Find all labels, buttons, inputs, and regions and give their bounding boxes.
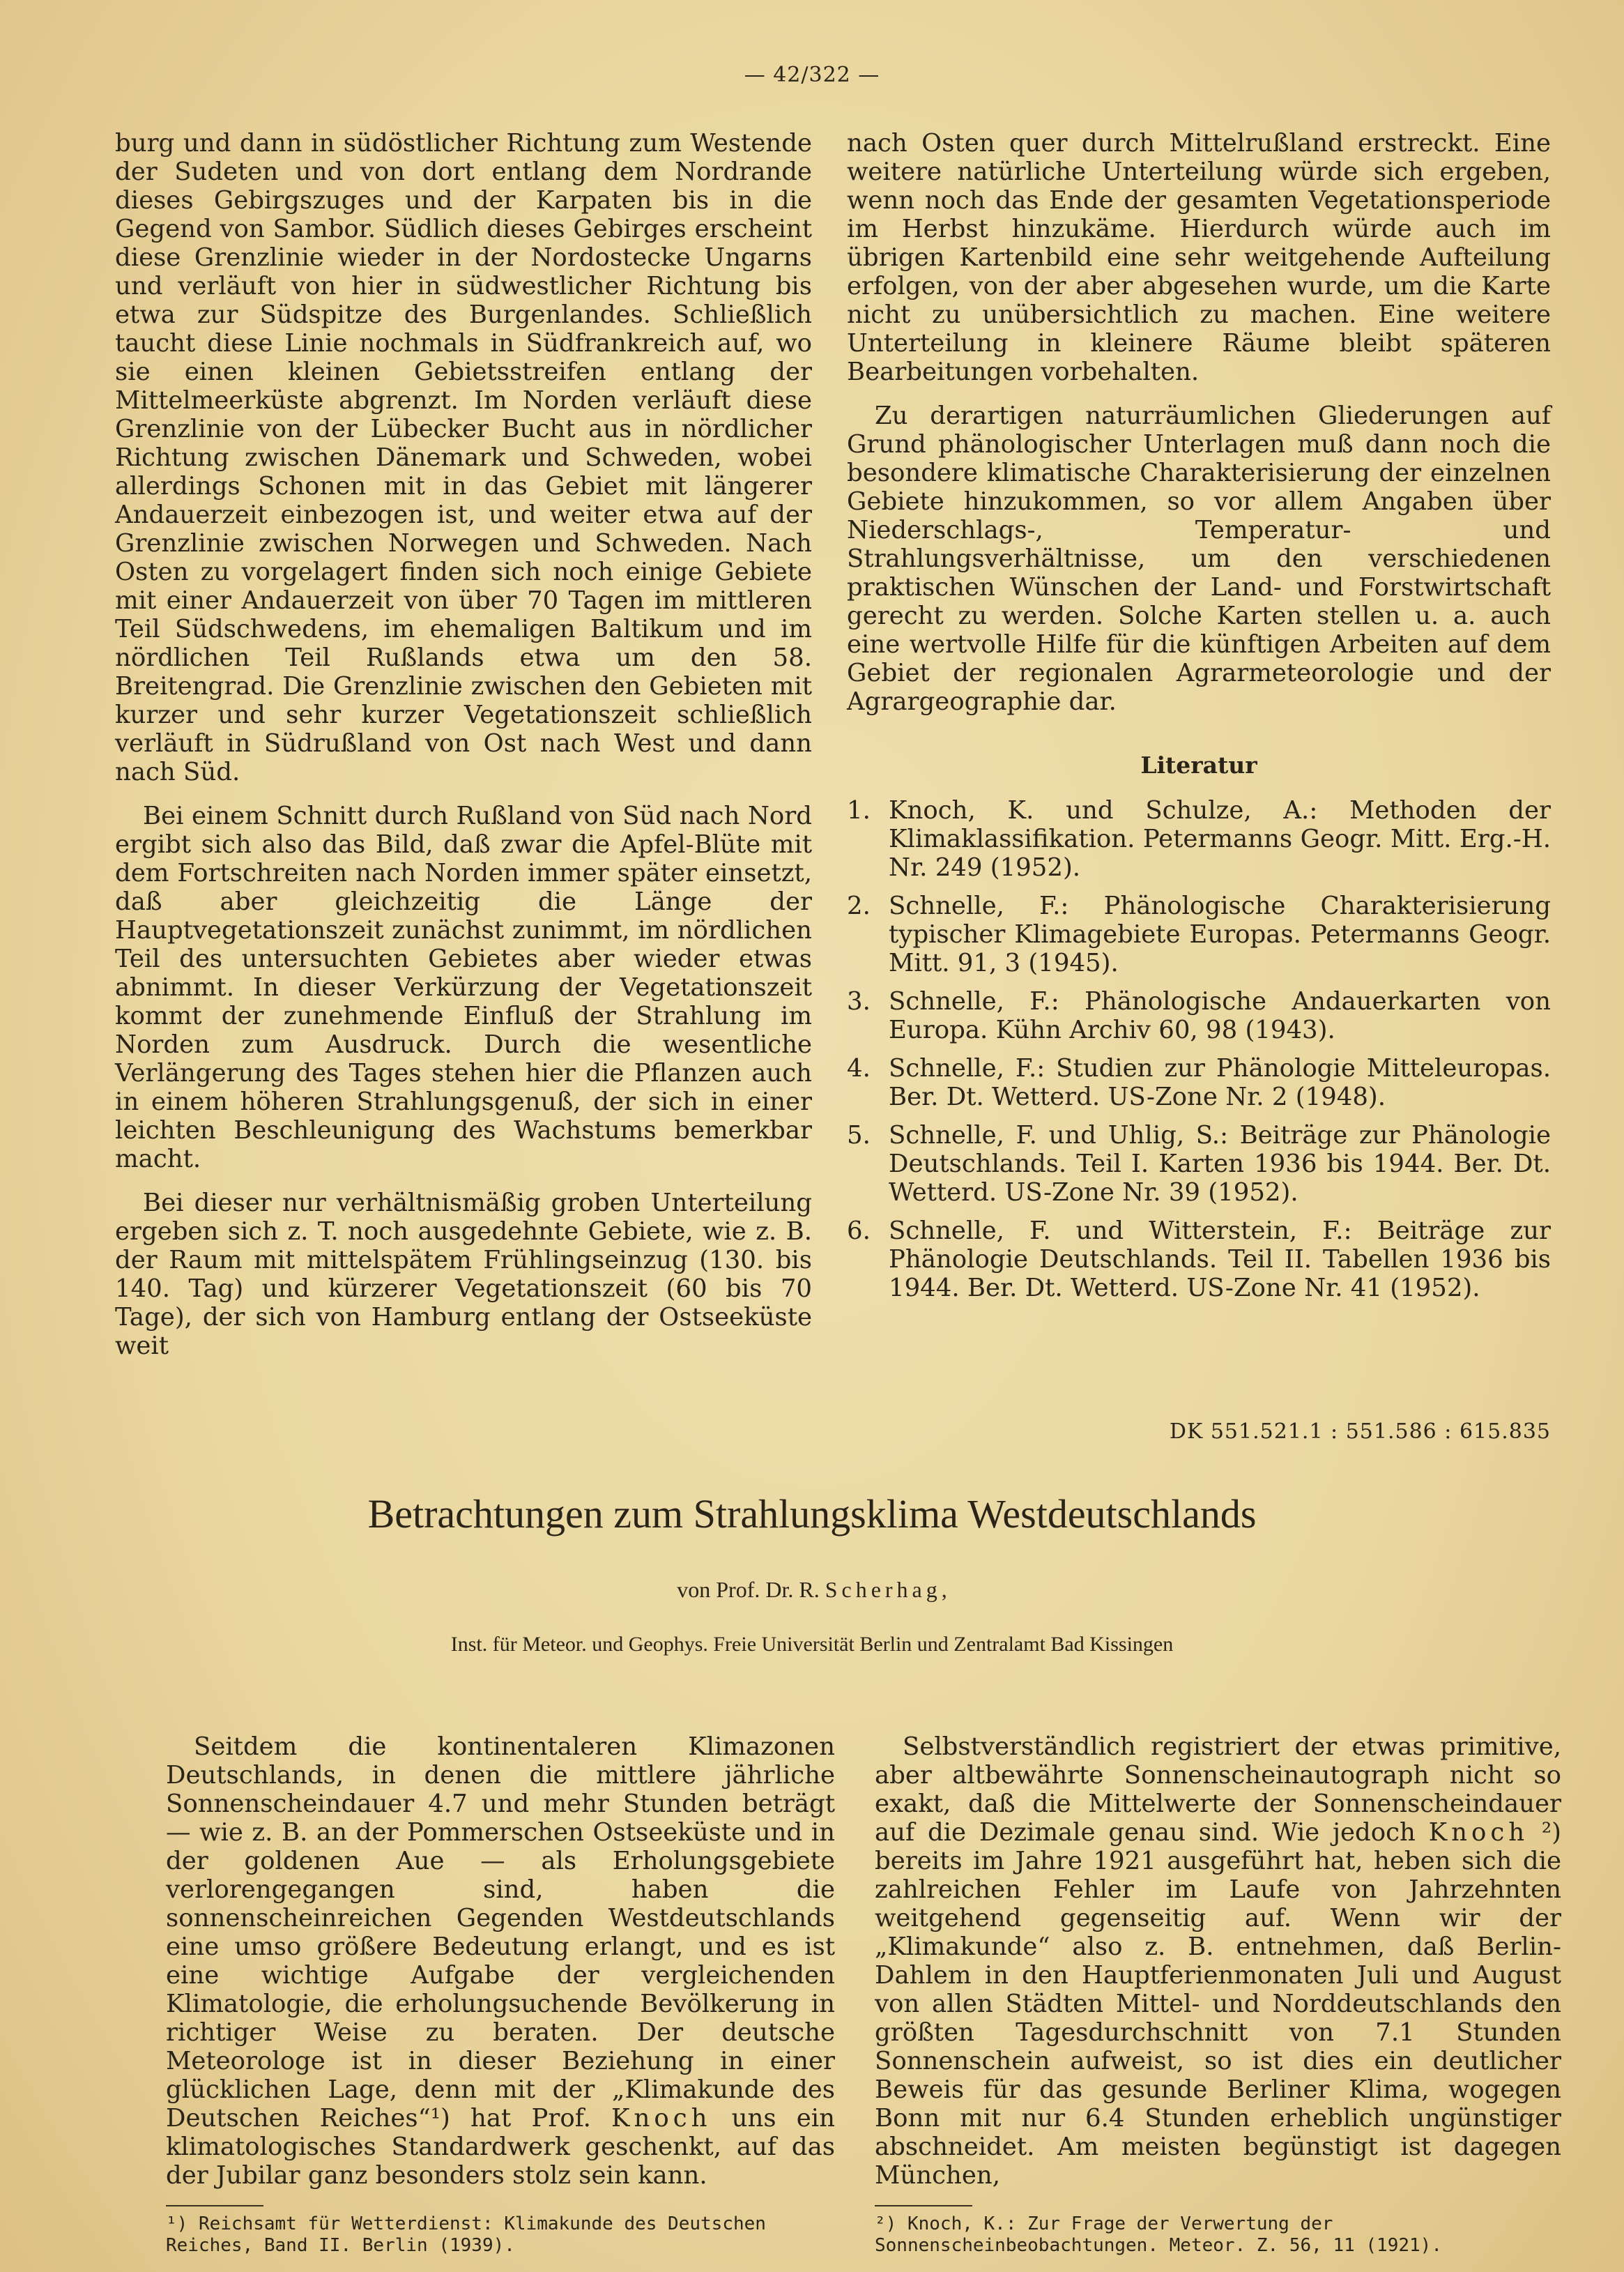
right-column-top bbox=[847, 129, 1551, 1312]
literature-heading: Literatur bbox=[1140, 752, 1257, 779]
reference-item: 1. Knoch, K. und Schulze, A.: Methoden der Klimaklassifikation. Petermanns Geogr. Mitt. Erg.-H. Nr. 249 (1952). bbox=[847, 796, 1551, 882]
reference-item: 4. Schnelle, F.: Studien zur Phänologie Mitteleuropas. Ber. Dt. Wetterd. US-Zone Nr. 2 (1948). bbox=[847, 1054, 1551, 1111]
footnote-rule bbox=[166, 2205, 263, 2206]
right-column-bottom bbox=[875, 1732, 1561, 2257]
cited-name: Knoch bbox=[1428, 1818, 1529, 1847]
paragraph: burg und dann in südöstlicher Richtung zum Westende der Sudeten und von dort entlang dem Nordrande dieses Gebirgszuges und der Karpaten bis in die Gegend von Sambor. Südlich dieses Gebirges erscheint diese Grenzlinie wieder in der Nordostecke Ungarns und verläuft von hier in südwestlicher Richtung bis etwa zur Südspitze des Burgenlandes. Schließlich taucht diese Linie nochmals in Südfrankreich auf, wo sie einen kleinen Gebietsstreifen entlang der Mittelmeerküste abgrenzt. Im Norden verläuft diese Grenzlinie von der Lübecker Bucht aus in nördlicher Richtung zwischen Dänemark und Schweden, wobei allerdings Schonen mit in das Gebiet mit längerer Andauerzeit einbezogen ist, und weiter etwa auf der Grenzlinie zwischen Norwegen und Schweden. Nach Osten zu vorgelagert finden sich noch einige Gebiete mit einer Andauerzeit von über 70 Tagen im mittleren Teil Südschwedens, im ehemaligen Baltikum und im nördlichen Teil Rußlands etwa um den 58. Breitengrad. Die Grenzlinie zwischen den Gebieten mit kurzer und sehr kurzer Vegetationszeit schließlich verläuft in Südrußland von Ost nach West und dann nach Süd. bbox=[115, 129, 812, 786]
article-title: Betrachtungen zum Strahlungsklima Westdeutschlands bbox=[367, 1491, 1257, 1537]
left-column-top bbox=[115, 129, 812, 1375]
dk-classification: DK 551.521.1 : 551.586 : 615.835 bbox=[1169, 1419, 1551, 1444]
footnote: ¹) Reichsamt für Wetterdienst: Klimakunde des Deutschen Reiches, Band II. Berlin (1939). bbox=[166, 2213, 766, 2256]
author-name: Scherhag bbox=[825, 1577, 942, 1602]
paragraph: nach Osten quer durch Mittelrußland erstreckt. Eine weitere natürliche Unterteilung würde sich ergeben, wenn noch das Ende der gesamten Vegetationsperiode im Herbst hinzukäme. Hierdurch würde auch im übrigen Kartenbild eine sehr weitgehende Aufteilung erfolgen, von der aber abgesehen wurde, um die Karte nicht zu unübersichtlich zu machen. Eine weitere Unterteilung in kleinere Räume bleibt späteren Bearbeitungen vorbehalten. bbox=[847, 129, 1551, 386]
affiliation: Inst. für Meteor. und Geophys. Freie Universität Berlin und Zentralamt Bad Kissingen bbox=[450, 1633, 1174, 1656]
reference-item: 5. Schnelle, F. und Uhlig, S.: Beiträge zur Phänologie Deutschlands. Teil I. Karten 1936 bis 1944. Ber. Dt. Wetterd. US-Zone Nr. 39 (1952). bbox=[847, 1121, 1551, 1207]
paragraph: Bei einem Schnitt durch Rußland von Süd nach Nord ergibt sich also das Bild, daß zwar die Apfel-Blüte mit dem Fortschreiten nach Norden immer später einsetzt, daß aber gleichzeitig die Länge der Hauptvegetationszeit zunächst zunimmt, im nördlichen Teil des untersuchten Gebietes aber wieder etwas abnimmt. In dieser Verkürzung der Vegetationszeit kommt der zunehmende Einfluß der Strahlung im Norden zum Ausdruck. Durch die wesentliche Verlängerung des Tages stehen hier die Pflanzen auch in einem höheren Strahlungsgenuß, der sich in einer leichten Beschleunigung des Wachstums bemerkbar macht. bbox=[115, 802, 812, 1173]
cited-name: Knoch bbox=[611, 2104, 712, 2133]
left-column-bottom bbox=[166, 1732, 835, 2257]
footnote: ²) Knoch, K.: Zur Frage der Verwertung der Sonnenscheinbeobachtungen. Meteor. Z. 56, 11 (1921). bbox=[875, 2213, 1442, 2256]
reference-list bbox=[847, 796, 1551, 1302]
paragraph: Selbstverständlich registriert der etwas primitive, aber altbewährte Sonnenscheinautograph nicht so exakt, daß die Mittelwerte der Sonnenscheindauer auf die Dezimale genau sind. Wie jedoch Knoch ²) bereits im Jahre 1921 ausgeführt hat, heben sich die zahlreichen Fehler im Laufe von Jahrzehnten weitgehend gegenseitig auf. Wenn wir der „Klimakunde“ also z. B. entnehmen, daß Berlin-Dahlem in den Hauptferienmonaten Juli und August von allen Städten Mittel- und Norddeutschlands den größten Tagesdurchschnitt von 7.1 Stunden Sonnenschein aufweist, so ist dies ein deutlicher Beweis für das gesunde Berliner Klima, wogegen Bonn mit nur 6.4 Stunden erheblich ungünstiger abschneidet. Am meisten begünstigt ist dagegen München, bbox=[875, 1732, 1561, 2190]
page-number: — 42/322 — bbox=[744, 63, 880, 87]
reference-item: 3. Schnelle, F.: Phänologische Andauerkarten von Europa. Kühn Archiv 60, 98 (1943). bbox=[847, 987, 1551, 1044]
footnote-rule bbox=[875, 2205, 972, 2206]
paragraph: Seitdem die kontinentaleren Klimazonen Deutschlands, in denen die mittlere jährliche Sonnenscheindauer 4.7 und mehr Stunden beträgt — wie z. B. an der Pommerschen Ostseeküste und in der goldenen Aue — als Erholungsgebiete verlorengegangen sind, haben die sonnenscheinreichen Gegenden Westdeutschlands eine umso größere Bedeutung erlangt, und es ist eine wichtige Aufgabe der vergleichenden Klimatologie, die erholungsuchende Bevölkerung in richtiger Weise zu beraten. Der deutsche Meteorologe ist in dieser Beziehung in einer glücklichen Lage, denn mit der „Klimakunde des Deutschen Reiches“¹) hat Prof. Knoch uns ein klimatologisches Standardwerk geschenkt, auf das der Jubilar ganz besonders stolz sein kann. bbox=[166, 1732, 835, 2190]
paragraph: Zu derartigen naturräumlichen Gliederungen auf Grund phänologischer Unterlagen muß dann noch die besondere klimatische Charakterisierung der einzelnen Gebiete hinzukommen, so vor allem Angaben über Niederschlags-, Temperatur- und Strahlungsverhältnisse, um den verschiedenen praktischen Wünschen der Land- und Forstwirtschaft gerecht zu werden. Solche Karten stellen u. a. auch eine wertvolle Hilfe für die künftigen Arbeiten auf dem Gebiet der regionalen Agrarmeteorologie und der Agrargeographie dar. bbox=[847, 402, 1551, 716]
reference-item: 2. Schnelle, F.: Phänologische Charakterisierung typischer Klimagebiete Europas. Petermanns Geogr. Mitt. 91, 3 (1945). bbox=[847, 892, 1551, 977]
author-line: von Prof. Dr. R. Scherhag, bbox=[677, 1577, 947, 1602]
paragraph: Bei dieser nur verhältnismäßig groben Unterteilung ergeben sich z. T. noch ausgedehnte Gebiete, wie z. B. der Raum mit mittelspätem Frühlingseinzug (130. bis 140. Tag) und kürzerer Vegetationszeit (60 bis 70 Tage), der sich von Hamburg entlang der Ostseeküste weit bbox=[115, 1189, 812, 1360]
reference-item: 6. Schnelle, F. und Witterstein, F.: Beiträge zur Phänologie Deutschlands. Teil II. Tabellen 1936 bis 1944. Ber. Dt. Wetterd. US-Zone Nr. 41 (1952). bbox=[847, 1217, 1551, 1302]
